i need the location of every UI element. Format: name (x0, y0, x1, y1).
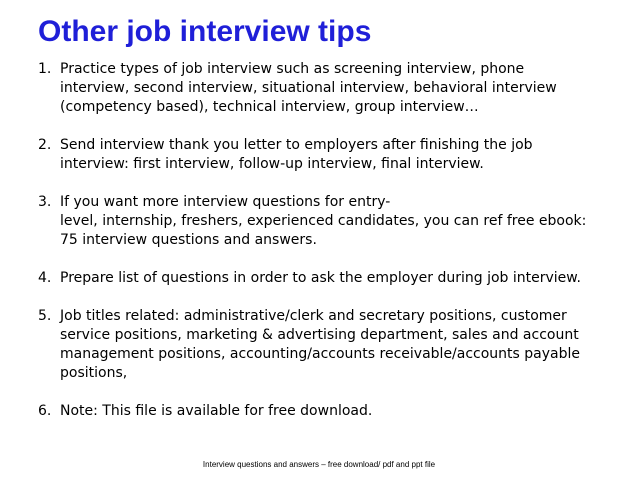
list-item-number: 4. (38, 270, 52, 286)
list-item-line: management positions, accounting/accounts receivable/accounts payable (60, 346, 581, 362)
list-item-line: level, internship, freshers, experienced candidates, you can ref free ebook: (60, 213, 587, 229)
list-item (38, 136, 618, 174)
list-item-line: 75 interview questions and answers. (60, 232, 317, 248)
list-item-line: Prepare list of questions in order to ask the employer during job interview. (60, 270, 581, 286)
list-item-line: Job titles related: administrative/clerk and secretary positions, customer (60, 308, 567, 324)
list-item-number: 5. (38, 308, 52, 324)
list-item-text (60, 402, 618, 421)
list-item-text (60, 136, 618, 174)
footer-caption: Interview questions and answers – free download/ pdf and ppt file (202, 460, 436, 469)
list-item (38, 307, 618, 383)
list-item-text (60, 193, 618, 250)
list-item (38, 269, 618, 288)
list-item-line: Practice types of job interview such as screening interview, phone (60, 61, 525, 77)
list-item-line: If you want more interview questions for entry- (60, 194, 391, 210)
slide-title: Other job interview tips (38, 15, 372, 48)
list-item (38, 193, 618, 250)
list-item-number: 6. (38, 403, 52, 419)
list-item-line: interview, second interview, situational interview, behavioral interview (60, 80, 557, 96)
list-item-text (60, 60, 618, 117)
list-item-number: 2. (38, 137, 52, 153)
list-item-line: Send interview thank you letter to employers after finishing the job (60, 137, 533, 153)
list-item (38, 60, 618, 117)
list-item (38, 402, 618, 421)
tips-list (38, 60, 618, 440)
list-item-number: 3. (38, 194, 52, 210)
list-item-text (60, 307, 618, 383)
list-item-line: positions, (60, 365, 128, 381)
list-item-line: (competency based), technical interview, group interview… (60, 99, 479, 115)
list-item-line: Note: This file is available for free download. (60, 403, 373, 419)
list-item-number: 1. (38, 61, 52, 77)
list-item-line: service positions, marketing & advertising department, sales and account (60, 327, 579, 343)
list-item-text (60, 269, 618, 288)
list-item-line: interview: first interview, follow-up interview, final interview. (60, 156, 484, 172)
